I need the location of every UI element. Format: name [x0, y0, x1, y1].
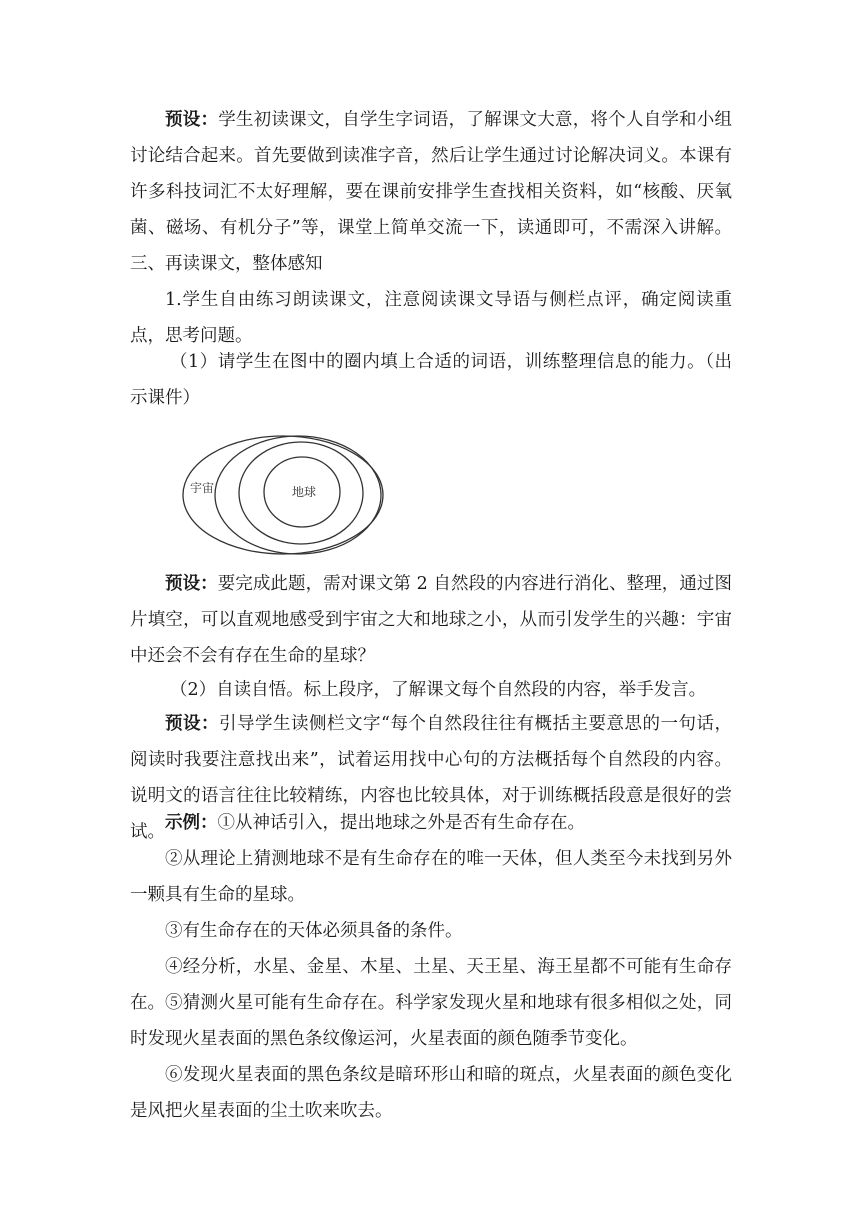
- paragraph-text: （2）自读自悟。标上段序，了解课文每个自然段的内容，举手发言。: [170, 680, 707, 700]
- paragraph-task-1: [130, 344, 732, 416]
- paragraph-summary-5: [130, 985, 732, 1057]
- paragraph-summary-3: [130, 913, 732, 949]
- paragraph-preset-2: [130, 566, 732, 674]
- paragraph-text: 要完成此题，需对课文第 2 自然段的内容进行消化、整理，通过图片填空，可以直观地感受到宇宙之大和地球之小，从而引发学生的兴趣：宇宙中还会不会有存在生命的星球？: [130, 574, 733, 666]
- paragraph-example: [130, 805, 732, 841]
- example-label: 示例：: [165, 813, 218, 833]
- preset-label: 预设：: [165, 110, 219, 130]
- earth-label: 地球: [292, 485, 317, 499]
- paragraph-text: 学生初读课文，自学生字词语，了解课文大意，将个人自学和小组讨论结合起来。首先要做到读准字音，然后让学生通过讨论解决词义。本课有许多科技词汇不太好理解，要在课前安排学生查找相关资料，如“核酸、厌氧菌、磁场、有机分子”等，课堂上简单交流一下，读通即可，不需深入讲解。三、再读课文，整体感知: [130, 110, 733, 274]
- paragraph-text: 引导学生读侧栏文字“每个自然段往往有概括主要意思的一句话，阅读时我要注意找出来”，试着运用找中心句的方法概括每个自然段的内容。说明文的语言往往比较精练，内容也比较具体，对于训练概括段意是很好的尝试。: [130, 714, 733, 842]
- universe-label: 宇宙: [190, 481, 215, 495]
- paragraph-summary-6: [130, 1057, 732, 1129]
- paragraph-text: ④经分析，水星、金星、木星、土星、天王星、海王星都不可能有生命存在。: [130, 957, 732, 1013]
- paragraph-text: ①从神话引入，提出地球之外是否有生命存在。: [217, 813, 585, 833]
- paragraph-text: 1.学生自由练习朗读课文，注意阅读课文导语与侧栏点评，确定阅读重点，思考问题。: [130, 290, 732, 346]
- paragraph-task-2: [130, 672, 732, 708]
- universe-ellipse: [183, 436, 383, 554]
- preset-label: 预设：: [165, 714, 220, 734]
- nested-circles-figure: [178, 430, 388, 560]
- paragraph-text: ②从理论上猜测地球不是有生命存在的唯一天体，但人类至今未找到另外一颗具有生命的星球。: [130, 849, 732, 905]
- preset-label: 预设：: [165, 574, 218, 594]
- paragraph-text: ⑤猜测火星可能有生命存在。科学家发现火星和地球有很多相似之处，同时发现火星表面的黑色条纹像运河，火星表面的颜色随季节变化。: [130, 993, 732, 1049]
- paragraph-summary-2: [130, 841, 732, 913]
- paragraph-text: （1）请学生在图中的圈内填上合适的词语，训练整理信息的能力。（出示课件）: [130, 352, 732, 408]
- paragraph-text: ③有生命存在的天体必须具备的条件。: [165, 921, 463, 941]
- paragraph-text: ⑥发现火星表面的黑色条纹是暗环形山和暗的斑点，火星表面的颜色变化是风把火星表面的尘土吹来吹去。: [130, 1065, 732, 1121]
- paragraph-preset-1: [130, 102, 732, 282]
